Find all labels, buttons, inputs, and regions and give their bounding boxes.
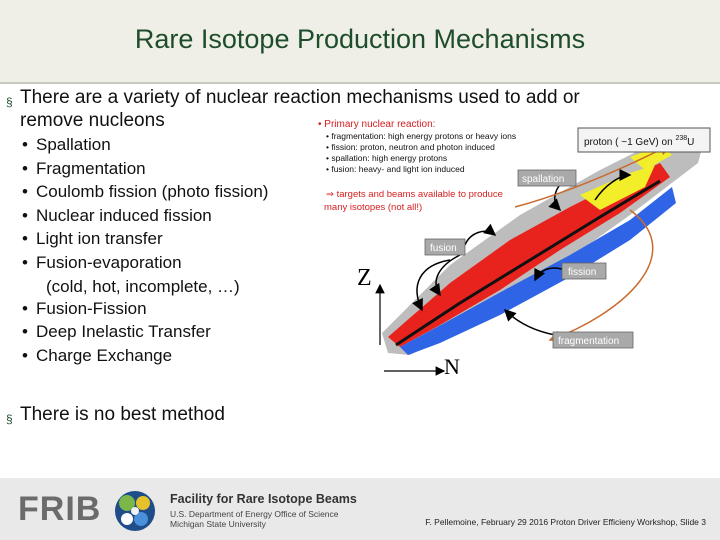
- spallation-label: spallation: [522, 174, 565, 185]
- intro-line-1: There are a variety of nuclear reaction mechanisms used to add or: [20, 87, 580, 108]
- legend-item: • fragmentation: high energy protons or heavy ions: [326, 131, 517, 141]
- fusion-label: fusion: [430, 243, 457, 254]
- nuclide-chart-diagram: [300, 115, 720, 385]
- legend-item: • spallation: high energy protons: [326, 153, 448, 163]
- list-item: • Fragmentation: [22, 159, 146, 178]
- facility-name: Facility for Rare Isotope Beams: [170, 492, 357, 506]
- list-item: • Coulomb fission (photo fission): [22, 182, 269, 201]
- list-item: • Spallation: [22, 135, 111, 154]
- org-line-2: Michigan State University: [170, 519, 266, 529]
- intro-bullet-cont: [20, 109, 165, 132]
- legend-item: • fusion: heavy- and light ion induced: [326, 164, 465, 174]
- bullet-marker-icon: §: [6, 95, 13, 109]
- frib-logo-text: FRIB: [18, 490, 102, 528]
- legend-note-1: ⇒ targets and beams available to produce: [326, 189, 503, 200]
- legend-item: • fission: proton, neutron and photon induced: [326, 142, 495, 152]
- frib-logo-icon: [113, 489, 157, 533]
- list-item-continuation: (cold, hot, incomplete, …): [46, 277, 240, 296]
- intro-bullet: [6, 86, 580, 109]
- slide-citation: F. Pellemoine, February 29 2016 Proton Driver Efficieny Workshop, Slide 3: [425, 517, 706, 527]
- org-line-1: U.S. Department of Energy Office of Science: [170, 509, 339, 519]
- intro-line-2: remove nucleons: [20, 110, 165, 131]
- list-item: • Fusion-Fission: [22, 299, 147, 318]
- proton-label: proton ( ~1 GeV) on $^{238}$U: [584, 135, 695, 148]
- list-item: • Light ion transfer: [22, 229, 163, 248]
- slide-title: Rare Isotope Production Mechanisms: [134, 24, 586, 54]
- arrow-frag: [505, 310, 555, 335]
- fission-label: fission: [568, 267, 597, 278]
- list-item: • Fusion-evaporation: [22, 253, 182, 272]
- axis-z-label: Z: [357, 265, 372, 291]
- list-item: • Deep Inelastic Transfer: [22, 322, 211, 341]
- list-item: • Charge Exchange: [22, 346, 173, 365]
- fragmentation-label: fragmentation: [558, 336, 620, 347]
- conclusion-bullet: [6, 403, 225, 426]
- footer-bar: [0, 478, 720, 540]
- conclusion-text: There is no best method: [20, 404, 225, 425]
- legend-note-2: many isotopes (not all!): [324, 202, 423, 213]
- bullet-marker-icon: §: [6, 412, 13, 426]
- legend-title: • Primary nuclear reaction:: [318, 119, 436, 130]
- axis-n-label: N: [444, 354, 460, 379]
- list-item: • Nuclear induced fission: [22, 206, 212, 225]
